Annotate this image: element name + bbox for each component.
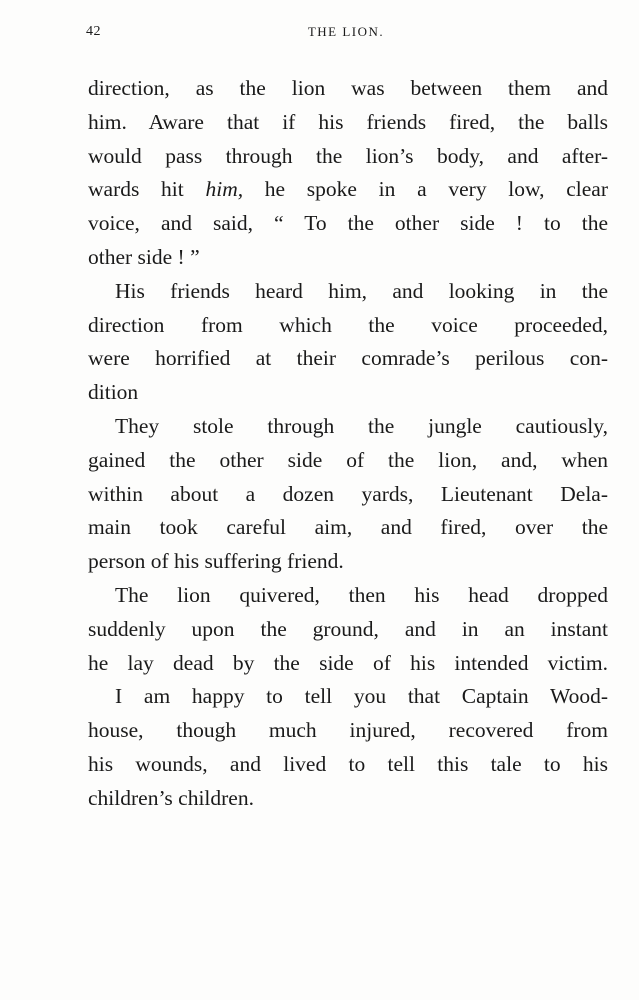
paragraph xyxy=(88,680,608,815)
page-number: 42 xyxy=(86,24,101,39)
text-line: The lion quivered, then his head dropped xyxy=(115,582,608,607)
paragraph xyxy=(88,72,608,275)
running-title: THE LION. xyxy=(307,24,385,39)
text-line: within about a dozen yards, Lieutenant Dela- xyxy=(88,481,608,506)
text-line: house, though much injured, recovered from xyxy=(88,718,608,743)
text-line: His friends heard him, and looking in the xyxy=(115,278,608,303)
italic-text: him, xyxy=(205,177,244,202)
paragraph xyxy=(88,275,608,410)
text-line: his wounds, and lived to tell this tale to his xyxy=(88,751,608,776)
text-line: gained the other side of the lion, and, when xyxy=(88,447,608,472)
text-line: direction from which the voice proceeded, xyxy=(88,312,608,337)
text-line: other side ! ” xyxy=(88,244,200,269)
running-head xyxy=(86,24,606,44)
text-line: him. Aware that if his friends fired, the balls xyxy=(88,109,608,134)
body-text xyxy=(88,72,608,816)
text-line: children’s children. xyxy=(88,785,254,810)
text-line: direction, as the lion was between them and xyxy=(88,76,608,100)
text-line xyxy=(88,173,608,207)
text-line: I am happy to tell you that Captain Wood- xyxy=(115,684,608,709)
text-line: dition xyxy=(88,380,139,405)
text-line: would pass through the lion’s body, and after- xyxy=(88,143,608,168)
text-line: person of his suffering friend. xyxy=(88,549,344,574)
text-line: They stole through the jungle cautiously, xyxy=(115,413,608,438)
text-line: voice, and said, “ To the other side ! to the xyxy=(88,211,608,236)
text-line: suddenly upon the ground, and in an instant xyxy=(88,616,608,641)
paragraph xyxy=(88,579,608,680)
text-span: he spoke in a very low, clear xyxy=(243,177,608,202)
text-span: wards hit xyxy=(88,177,206,202)
text-line: he lay dead by the side of his intended victim. xyxy=(88,650,608,675)
text-line: main took careful aim, and fired, over the xyxy=(88,515,608,540)
paragraph xyxy=(88,410,608,579)
text-line: were horrified at their comrade’s perilous con- xyxy=(88,346,608,371)
